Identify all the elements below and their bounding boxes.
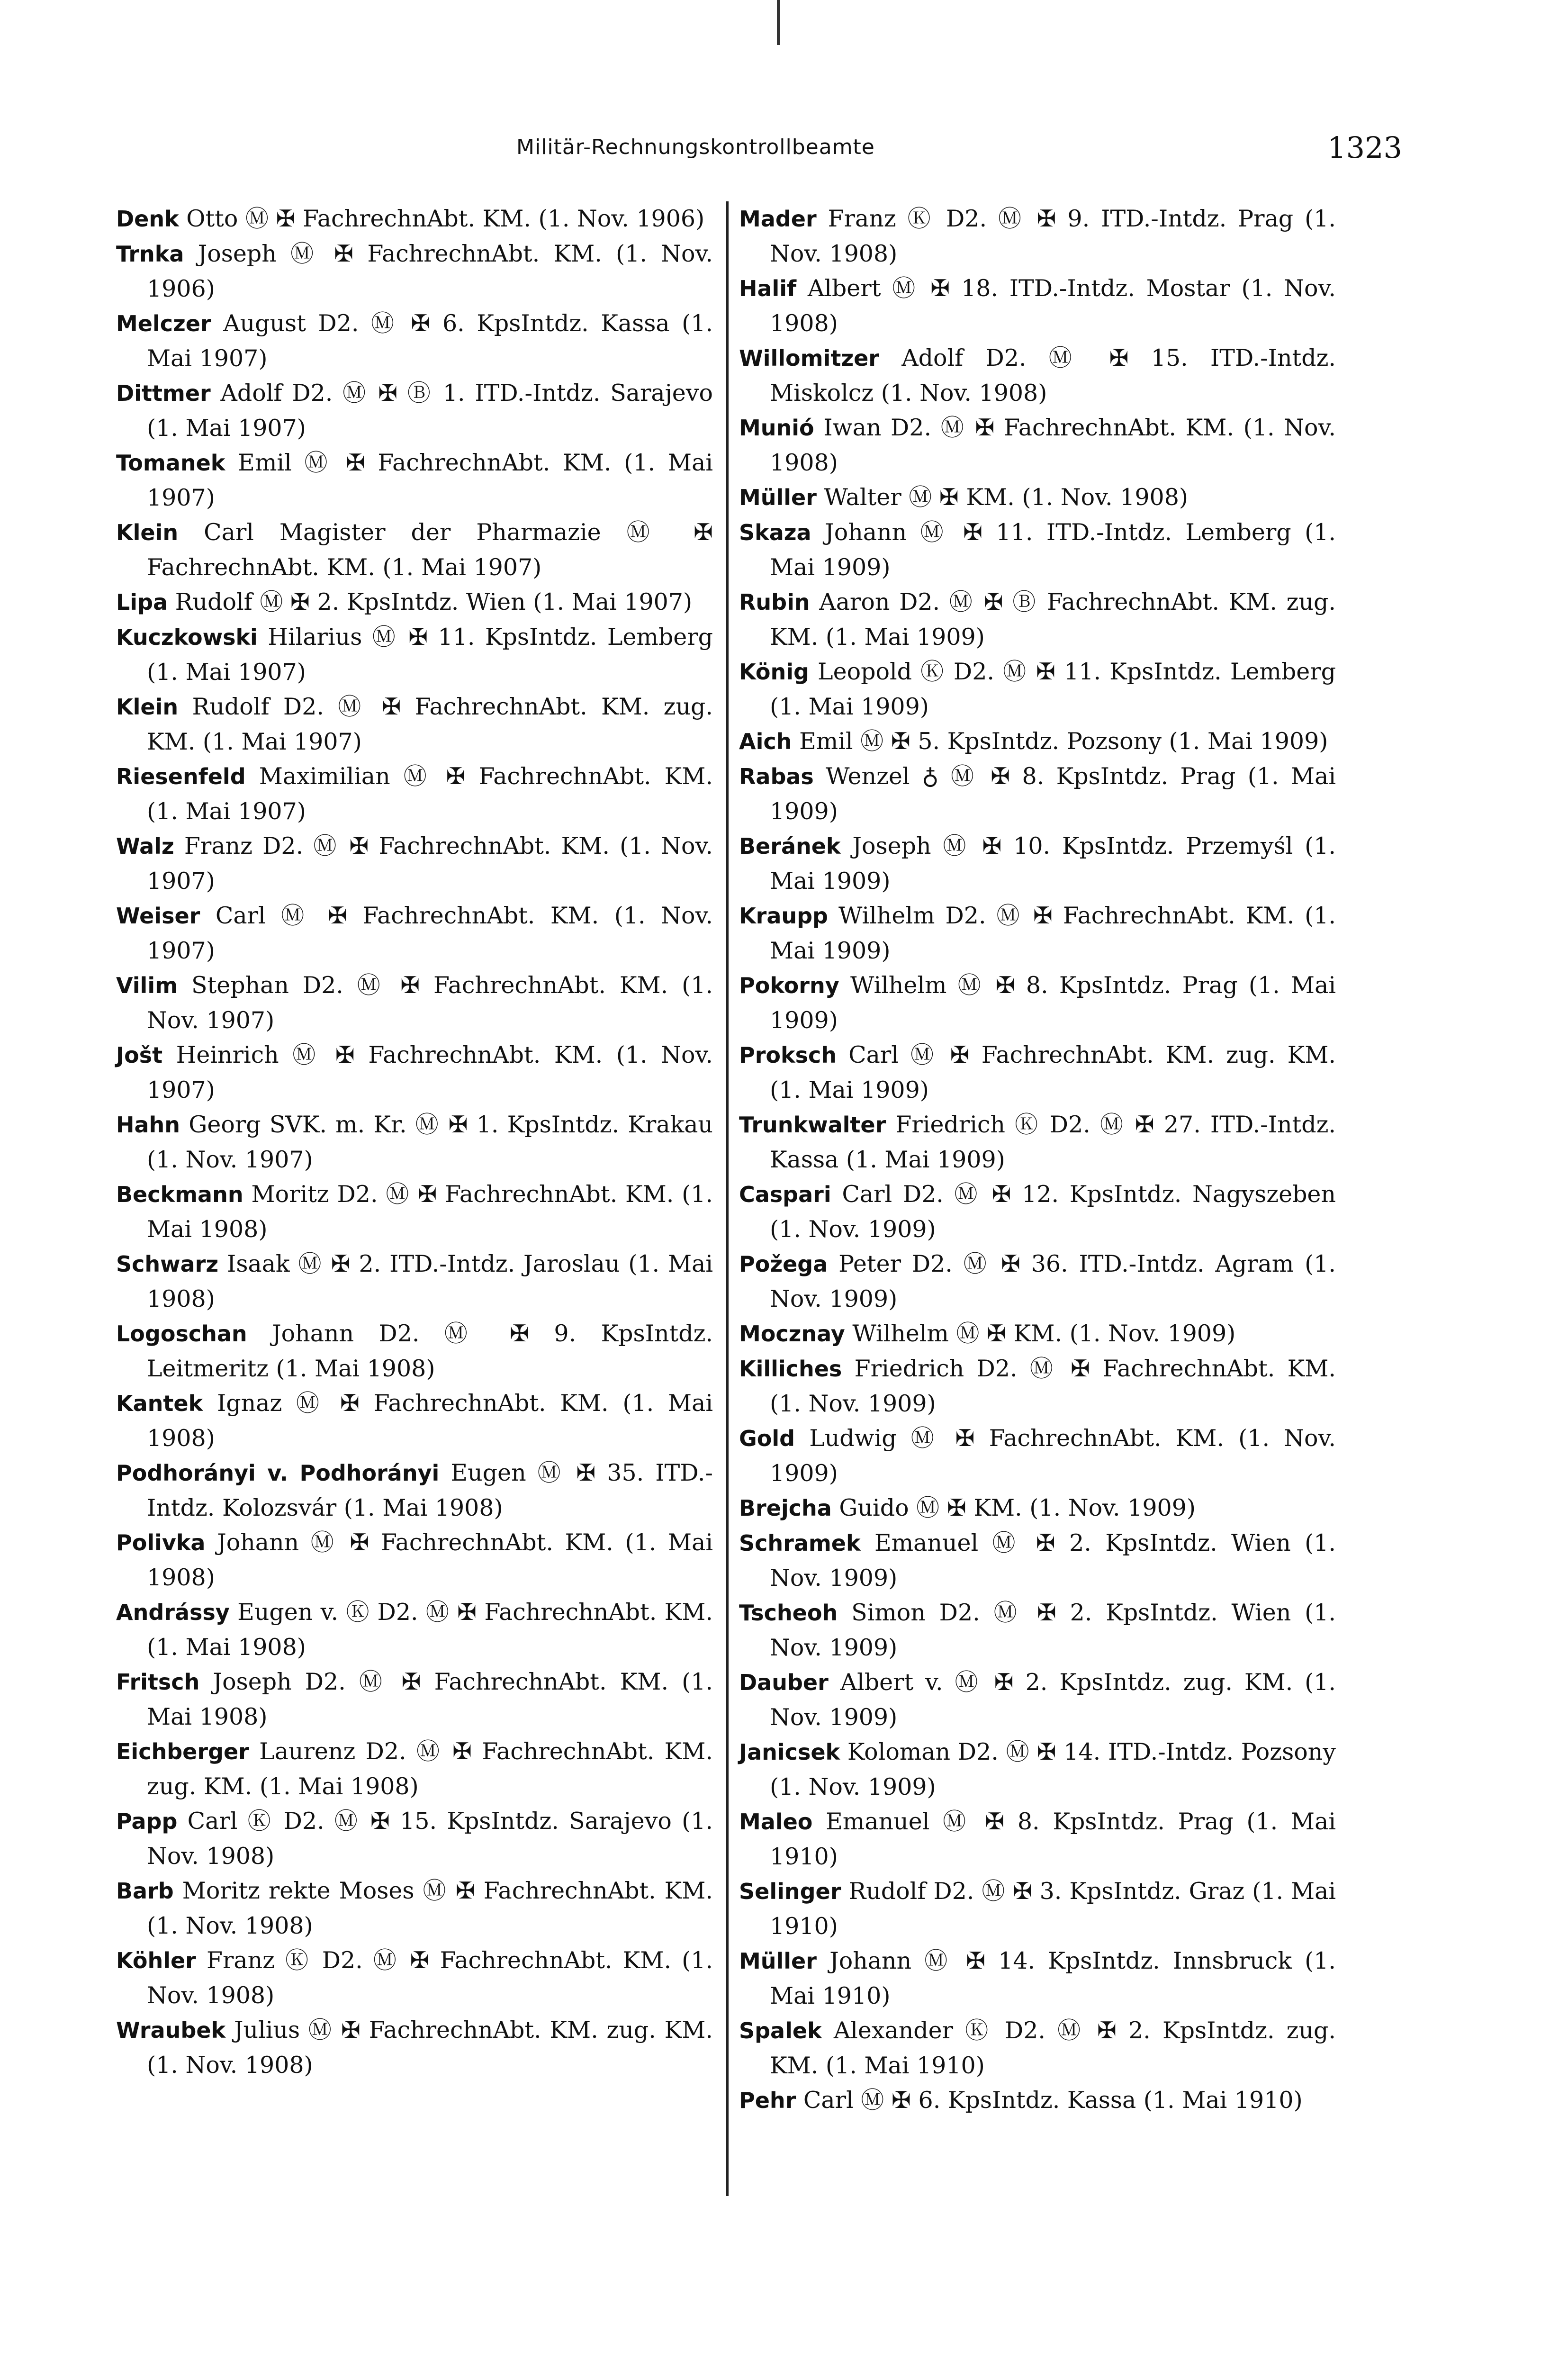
- entry-surname: Logoschan: [116, 1321, 247, 1347]
- entry-details: Johann Ⓜ ✠ FachrechnAbt. KM. (1. Mai 1908): [147, 1529, 713, 1591]
- directory-entry: [116, 1177, 713, 1247]
- entry-details: Rudolf D2. Ⓜ ✠ 3. KpsIntdz. Graz (1. Mai 1910): [770, 1878, 1336, 1940]
- directory-entry: [116, 1734, 713, 1804]
- entry-surname: Vilim: [116, 973, 178, 998]
- entry-surname: Schramek: [739, 1530, 861, 1556]
- directory-entry: [116, 445, 713, 515]
- directory-entry: [116, 306, 713, 376]
- entry-details: Maximilian Ⓜ ✠ FachrechnAbt. KM. (1. Mai 1907): [147, 763, 713, 825]
- entry-details: Guido Ⓜ ✠ KM. (1. Nov. 1909): [831, 1494, 1196, 1521]
- entry-details: Carl Ⓜ ✠ 6. KpsIntdz. Kassa (1. Mai 1910): [796, 2087, 1303, 2114]
- entry-surname: Brejcha: [739, 1495, 832, 1521]
- directory-entry: [116, 689, 713, 759]
- directory-entry: [739, 1944, 1336, 2013]
- directory-entry: [739, 341, 1336, 410]
- directory-entry: [739, 1491, 1336, 1526]
- entry-details: Leopold Ⓚ D2. Ⓜ ✠ 11. KpsIntdz. Lemberg (1. Mai 1909): [770, 658, 1336, 720]
- entry-surname: Rubin: [739, 589, 810, 615]
- entry-surname: Tscheoh: [739, 1600, 838, 1626]
- entry-surname: Dittmer: [116, 380, 211, 406]
- directory-entry: [739, 898, 1336, 968]
- directory-entry: [739, 271, 1336, 341]
- entry-details: Carl D2. Ⓜ ✠ 12. KpsIntdz. Nagyszeben (1. Nov. 1909): [770, 1181, 1336, 1243]
- directory-entry: [739, 410, 1336, 480]
- directory-entry: [116, 968, 713, 1038]
- entry-details: Friedrich Ⓚ D2. Ⓜ ✠ 27. ITD.-Intdz. Kassa (1. Mai 1909): [770, 1111, 1336, 1173]
- directory-entry: [116, 1386, 713, 1456]
- directory-entry: [739, 1107, 1336, 1177]
- directory-entry: [739, 1595, 1336, 1665]
- entry-surname: Müller: [739, 485, 817, 510]
- entry-surname: Klein: [116, 520, 179, 545]
- entry-details: Carl Ⓚ D2. Ⓜ ✠ 15. KpsIntdz. Sarajevo (1. Nov. 1908): [147, 1808, 713, 1870]
- directory-entry: [116, 515, 713, 585]
- entry-details: Emil Ⓜ ✠ FachrechnAbt. KM. (1. Mai 1907): [147, 449, 713, 511]
- entry-surname: Caspari: [739, 1182, 831, 1207]
- entry-details: Johann Ⓜ ✠ 14. KpsIntdz. Innsbruck (1. Mai 1910): [770, 1947, 1336, 2009]
- entry-surname: Skaza: [739, 520, 811, 545]
- directory-entry: [739, 1735, 1336, 1804]
- directory-entry: [739, 1874, 1336, 1944]
- directory-entry: [739, 1351, 1336, 1421]
- entry-surname: Walz: [116, 833, 174, 859]
- entry-surname: Willomitzer: [739, 345, 879, 371]
- entry-surname: Pehr: [739, 2088, 796, 2113]
- directory-entry: [739, 968, 1336, 1038]
- entry-details: Iwan D2. Ⓜ ✠ FachrechnAbt. KM. (1. Nov. 1908): [770, 414, 1336, 476]
- entry-surname: Fritsch: [116, 1669, 200, 1695]
- entry-details: Emil Ⓜ ✠ 5. KpsIntdz. Pozsony (1. Mai 1909): [792, 728, 1328, 755]
- column-divider: [726, 201, 729, 2196]
- directory-entry: [739, 585, 1336, 654]
- directory-entry: [116, 2013, 713, 2082]
- entry-details: Johann D2. Ⓜ ✠ 9. KpsIntdz. Leitmeritz (1. Mai 1908): [147, 1320, 713, 1382]
- entry-surname: Selinger: [739, 1879, 841, 1904]
- entry-surname: Aich: [739, 729, 792, 754]
- entry-details: Adolf D2. Ⓜ ✠ Ⓑ 1. ITD.-Intdz. Sarajevo (1. Mai 1907): [147, 380, 713, 442]
- directory-entry: [116, 1804, 713, 1873]
- entry-surname: Beránek: [739, 833, 841, 859]
- directory-entry: [739, 1038, 1336, 1107]
- entry-surname: Munió: [739, 415, 814, 441]
- left-column: [116, 201, 713, 2082]
- entry-details: Carl Ⓜ ✠ FachrechnAbt. KM. (1. Nov. 1907): [147, 902, 713, 964]
- entry-details: Stephan D2. Ⓜ ✠ FachrechnAbt. KM. (1. Nov. 1907): [147, 972, 713, 1034]
- entry-surname: Maleo: [739, 1809, 813, 1835]
- page-number: 1323: [1327, 130, 1402, 165]
- entry-surname: Jošt: [116, 1042, 163, 1068]
- directory-entry: [116, 1316, 713, 1386]
- entry-details: Franz D2. Ⓜ ✠ FachrechnAbt. KM. (1. Nov. 1907): [147, 832, 713, 895]
- entry-details: Simon D2. Ⓜ ✠ 2. KpsIntdz. Wien (1. Nov. 1909): [770, 1599, 1336, 1661]
- entry-surname: Kraupp: [739, 903, 828, 929]
- directory-entry: [116, 1038, 713, 1107]
- entry-details: Alexander Ⓚ D2. Ⓜ ✠ 2. KpsIntdz. zug. KM. (1. Mai 1910): [770, 2017, 1336, 2079]
- entry-surname: König: [739, 659, 809, 685]
- entry-surname: Hahn: [116, 1112, 180, 1138]
- entry-details: Rudolf D2. Ⓜ ✠ FachrechnAbt. KM. zug. KM. (1. Mai 1907): [147, 693, 713, 755]
- entry-surname: Janicsek: [739, 1739, 840, 1765]
- right-column: [739, 201, 1336, 2118]
- scan-edge-mark: [777, 0, 780, 45]
- entry-details: Albert Ⓜ ✠ 18. ITD.-Intdz. Mostar (1. Nov. 1908): [770, 275, 1336, 337]
- directory-entry: [116, 620, 713, 689]
- directory-entry: [116, 1247, 713, 1316]
- entry-surname: Müller: [739, 1948, 817, 1974]
- entry-surname: Halif: [739, 276, 797, 301]
- directory-entry: [116, 1943, 713, 2013]
- directory-entry: [116, 1107, 713, 1177]
- entry-surname: Trnka: [116, 241, 184, 267]
- entry-surname: Rabas: [739, 764, 814, 789]
- directory-entry: [739, 480, 1336, 515]
- directory-entry: [739, 1804, 1336, 1874]
- directory-entry: [116, 1595, 713, 1664]
- entry-details: Eugen Ⓜ ✠ 35. ITD.-Intdz. Kolozsvár (1. Mai 1908): [147, 1459, 713, 1521]
- directory-entry: [739, 654, 1336, 724]
- directory-entry: [739, 1665, 1336, 1735]
- entry-details: Julius Ⓜ ✠ FachrechnAbt. KM. zug. KM. (1. Nov. 1908): [147, 2016, 713, 2079]
- entry-details: Walter Ⓜ ✠ KM. (1. Nov. 1908): [816, 484, 1189, 511]
- entry-surname: Gold: [739, 1426, 795, 1451]
- entry-surname: Köhler: [116, 1948, 196, 1973]
- entry-details: Otto Ⓜ ✠ FachrechnAbt. KM. (1. Nov. 1906): [179, 205, 705, 232]
- entry-details: Laurenz D2. Ⓜ ✠ FachrechnAbt. KM. zug. KM. (1. Mai 1908): [147, 1738, 713, 1800]
- entry-details: Emanuel Ⓜ ✠ 2. KpsIntdz. Wien (1. Nov. 1909): [770, 1529, 1336, 1591]
- directory-entry: [116, 829, 713, 898]
- directory-entry: [116, 201, 713, 236]
- entry-details: Peter D2. Ⓜ ✠ 36. ITD.-Intdz. Agram (1. Nov. 1909): [770, 1250, 1336, 1312]
- entry-surname: Kuczkowski: [116, 624, 258, 650]
- directory-entry: [116, 376, 713, 445]
- entry-details: Wilhelm D2. Ⓜ ✠ FachrechnAbt. KM. (1. Mai 1909): [770, 902, 1336, 964]
- entry-surname: Kantek: [116, 1391, 203, 1416]
- directory-entry: [116, 898, 713, 968]
- entry-details: Moritz rekte Moses Ⓜ ✠ FachrechnAbt. KM. (1. Nov. 1908): [147, 1877, 713, 1939]
- entry-details: Ludwig Ⓜ ✠ FachrechnAbt. KM. (1. Nov. 1909): [770, 1425, 1336, 1487]
- directory-entry: [739, 759, 1336, 829]
- entry-surname: Wraubek: [116, 2017, 226, 2043]
- directory-entry: [739, 515, 1336, 585]
- entry-surname: Riesenfeld: [116, 764, 246, 789]
- page-header: [516, 130, 1402, 173]
- entry-details: Moritz D2. Ⓜ ✠ FachrechnAbt. KM. (1. Mai 1908): [147, 1181, 713, 1243]
- entry-surname: Melczer: [116, 311, 211, 336]
- directory-entry: [116, 1525, 713, 1595]
- entry-surname: Barb: [116, 1878, 174, 1904]
- directory-entry: [739, 1526, 1336, 1595]
- entry-details: Eugen v. Ⓚ D2. Ⓜ ✠ FachrechnAbt. KM. (1. Mai 1908): [147, 1599, 713, 1661]
- directory-entry: [739, 1316, 1336, 1351]
- entry-surname: Spalek: [739, 2018, 822, 2043]
- entry-surname: Podhorányi v. Podhorányi: [116, 1460, 440, 1486]
- entry-surname: Trunkwalter: [739, 1112, 886, 1138]
- entry-surname: Tomanek: [116, 450, 225, 476]
- directory-entry: [739, 2013, 1336, 2083]
- entry-surname: Weiser: [116, 903, 200, 929]
- directory-entry: [739, 201, 1336, 271]
- directory-entry: [739, 1247, 1336, 1316]
- entry-surname: Eichberger: [116, 1739, 249, 1764]
- entry-details: August D2. Ⓜ ✠ 6. KpsIntdz. Kassa (1. Mai 1907): [147, 310, 713, 372]
- directory-entry: [739, 2083, 1336, 2118]
- entry-details: Friedrich D2. Ⓜ ✠ FachrechnAbt. KM. (1. Nov. 1909): [770, 1355, 1336, 1417]
- running-title: Militär-Rechnungskontrollbeamte: [516, 135, 875, 159]
- entry-details: Heinrich Ⓜ ✠ FachrechnAbt. KM. (1. Nov. 1907): [147, 1041, 713, 1103]
- directory-entry: [739, 1421, 1336, 1491]
- directory-entry: [116, 1456, 713, 1525]
- entry-surname: Proksch: [739, 1042, 837, 1068]
- entry-surname: Denk: [116, 206, 179, 232]
- entry-details: Isaak Ⓜ ✠ 2. ITD.-Intdz. Jaroslau (1. Mai 1908): [147, 1250, 713, 1312]
- directory-entry: [116, 1873, 713, 1943]
- entry-details: Joseph D2. Ⓜ ✠ FachrechnAbt. KM. (1. Mai 1908): [147, 1668, 713, 1730]
- entry-details: Rudolf Ⓜ ✠ 2. KpsIntdz. Wien (1. Mai 1907): [168, 588, 693, 615]
- directory-entry: [116, 1664, 713, 1734]
- entry-details: Aaron D2. Ⓜ ✠ Ⓑ FachrechnAbt. KM. zug. KM. (1. Mai 1909): [770, 588, 1336, 651]
- entry-surname: Schwarz: [116, 1251, 219, 1277]
- entry-details: Joseph Ⓜ ✠ 10. KpsIntdz. Przemyśl (1. Mai 1909): [770, 832, 1336, 895]
- entry-details: Carl Magister der Pharmazie Ⓜ ✠ FachrechnAbt. KM. (1. Mai 1907): [147, 519, 713, 581]
- directory-entry: [116, 759, 713, 829]
- directory-entry: [739, 1177, 1336, 1247]
- entry-surname: Klein: [116, 694, 179, 720]
- entry-details: Koloman D2. Ⓜ ✠ 14. ITD.-Intdz. Pozsony (1. Nov. 1909): [770, 1738, 1336, 1800]
- entry-surname: Killiches: [739, 1356, 842, 1382]
- entry-details: Albert v. Ⓜ ✠ 2. KpsIntdz. zug. KM. (1. Nov. 1909): [770, 1669, 1336, 1731]
- entry-details: Franz Ⓚ D2. Ⓜ ✠ 9. ITD.-Intdz. Prag (1. Nov. 1908): [770, 205, 1336, 267]
- entry-surname: Andrássy: [116, 1600, 230, 1625]
- entry-surname: Polivka: [116, 1530, 206, 1555]
- entry-surname: Mader: [739, 206, 817, 232]
- directory-entry: [116, 236, 713, 306]
- directory-entry: [739, 724, 1336, 759]
- entry-details: Emanuel Ⓜ ✠ 8. KpsIntdz. Prag (1. Mai 1910): [770, 1808, 1336, 1870]
- entry-details: Georg SVK. m. Kr. Ⓜ ✠ 1. KpsIntdz. Krakau (1. Nov. 1907): [147, 1111, 713, 1173]
- entry-details: Johann Ⓜ ✠ 11. ITD.-Intdz. Lemberg (1. Mai 1909): [770, 519, 1336, 581]
- entry-surname: Dauber: [739, 1670, 829, 1695]
- entry-surname: Mocznay: [739, 1321, 845, 1347]
- entry-surname: Papp: [116, 1808, 178, 1834]
- entry-surname: Beckmann: [116, 1182, 243, 1207]
- entry-details: Wilhelm Ⓜ ✠ KM. (1. Nov. 1909): [845, 1320, 1236, 1347]
- entry-surname: Požega: [739, 1251, 828, 1277]
- directory-entry: [739, 829, 1336, 898]
- entry-surname: Lipa: [116, 589, 168, 615]
- entry-details: Hilarius Ⓜ ✠ 11. KpsIntdz. Lemberg (1. Mai 1907): [147, 624, 713, 686]
- entry-details: Wenzel ♁ Ⓜ ✠ 8. KpsIntdz. Prag (1. Mai 1909): [770, 763, 1336, 825]
- entry-details: Ignaz Ⓜ ✠ FachrechnAbt. KM. (1. Mai 1908): [147, 1390, 713, 1452]
- entry-details: Joseph Ⓜ ✠ FachrechnAbt. KM. (1. Nov. 1906): [147, 240, 713, 302]
- entry-details: Franz Ⓚ D2. Ⓜ ✠ FachrechnAbt. KM. (1. Nov. 1908): [147, 1947, 713, 2009]
- entry-surname: Pokorny: [739, 973, 839, 998]
- entry-details: Adolf D2. Ⓜ ✠ 15. ITD.-Intdz. Miskolcz (1. Nov. 1908): [770, 344, 1336, 407]
- entry-details: Carl Ⓜ ✠ FachrechnAbt. KM. zug. KM. (1. Mai 1909): [770, 1041, 1336, 1103]
- entry-details: Wilhelm Ⓜ ✠ 8. KpsIntdz. Prag (1. Mai 1909): [770, 972, 1336, 1034]
- directory-entry: [116, 585, 713, 620]
